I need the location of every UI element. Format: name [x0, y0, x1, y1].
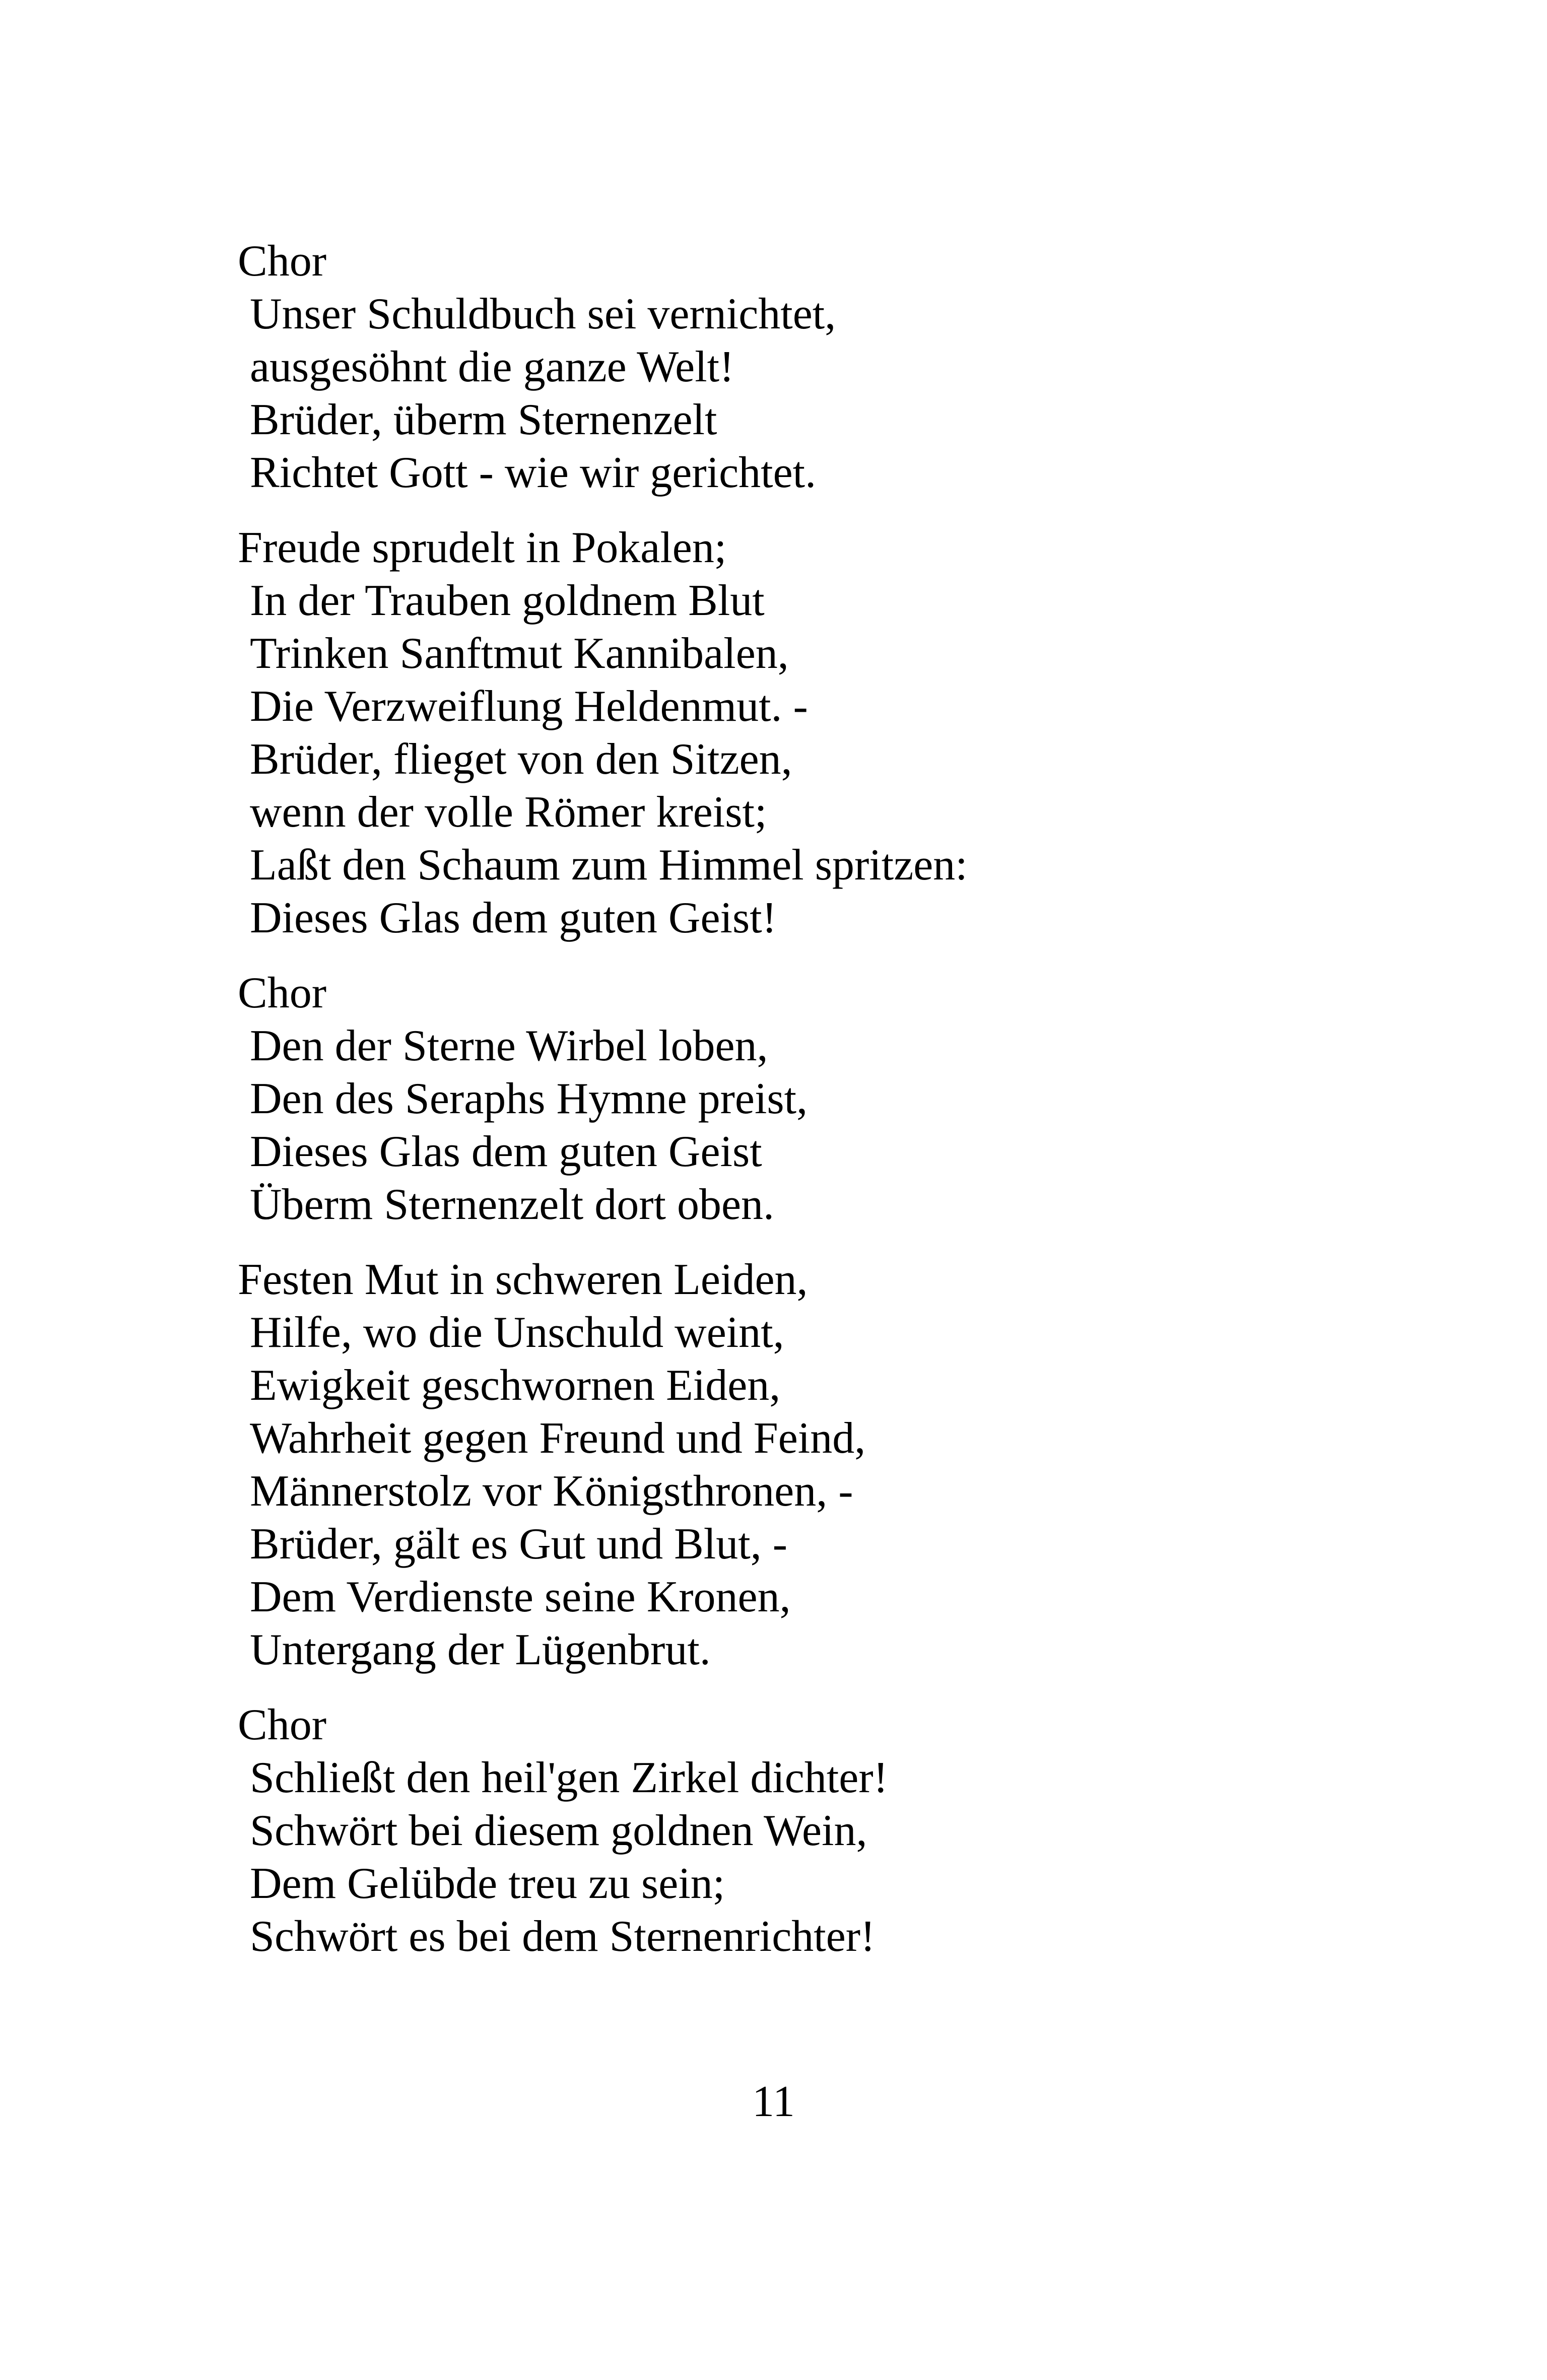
verse-line: Richtet Gott - wie wir gerichtet. — [250, 448, 817, 497]
verse-line: Brüder, flieget von den Sitzen, — [250, 735, 792, 784]
verse-line: Brüder, überm Sternenzelt — [250, 395, 717, 444]
verse-line: Dieses Glas dem guten Geist — [250, 1127, 762, 1176]
verse-line: Männerstolz vor Königsthronen, - — [250, 1467, 853, 1516]
verse-line: Festen Mut in schweren Leiden, — [238, 1255, 808, 1304]
stanza-heading: Chor — [238, 969, 326, 1017]
verse-line: wenn der volle Römer kreist; — [250, 788, 767, 837]
verse-line: Ewigkeit geschwornen Eiden, — [250, 1361, 781, 1410]
stanza-heading: Chor — [238, 237, 326, 286]
verse-line: In der Trauben goldnem Blut — [250, 576, 765, 625]
verse-line: Die Verzweiflung Heldenmut. - — [250, 682, 808, 731]
verse-line: Dieses Glas dem guten Geist! — [250, 894, 777, 942]
verse-line: Trinken Sanftmut Kannibalen, — [250, 629, 789, 678]
stanza-chorus-1 — [238, 235, 1396, 499]
stanza-chorus-3 — [238, 1698, 1396, 1963]
verse-line: Freude sprudelt in Pokalen; — [238, 523, 727, 572]
verse-line: Unser Schuldbuch sei vernichtet, — [250, 290, 836, 338]
verse-line: Dem Verdienste seine Kronen, — [250, 1573, 791, 1621]
stanza-verse-2 — [238, 1253, 1396, 1676]
stanza-chorus-2 — [238, 967, 1396, 1231]
verse-line: Schließt den heil'gen Zirkel dichter! — [250, 1753, 888, 1802]
verse-line: Schwört bei diesem goldnen Wein, — [250, 1806, 867, 1855]
verse-line: Untergang der Lügenbrut. — [250, 1625, 711, 1674]
verse-line: ausgesöhnt die ganze Welt! — [250, 343, 734, 391]
verse-line: Wahrheit gegen Freund und Feind, — [250, 1414, 866, 1463]
stanza-heading: Chor — [238, 1701, 326, 1749]
verse-line: Laßt den Schaum zum Himmel spritzen: — [250, 841, 968, 890]
verse-line: Brüder, gält es Gut und Blut, - — [250, 1520, 787, 1569]
verse-line: Den des Seraphs Hymne preist, — [250, 1074, 808, 1123]
verse-line: Hilfe, wo die Unschuld weint, — [250, 1308, 784, 1357]
stanza-verse-1 — [238, 521, 1396, 944]
verse-line: Schwört es bei dem Sternenrichter! — [250, 1912, 876, 1961]
page-number: 11 — [752, 2077, 795, 2126]
poem-body — [238, 235, 1396, 1985]
verse-line: Dem Gelübde treu zu sein; — [250, 1859, 725, 1908]
verse-line: Den der Sterne Wirbel loben, — [250, 1022, 768, 1070]
verse-line: Überm Sternenzelt dort oben. — [250, 1180, 775, 1229]
